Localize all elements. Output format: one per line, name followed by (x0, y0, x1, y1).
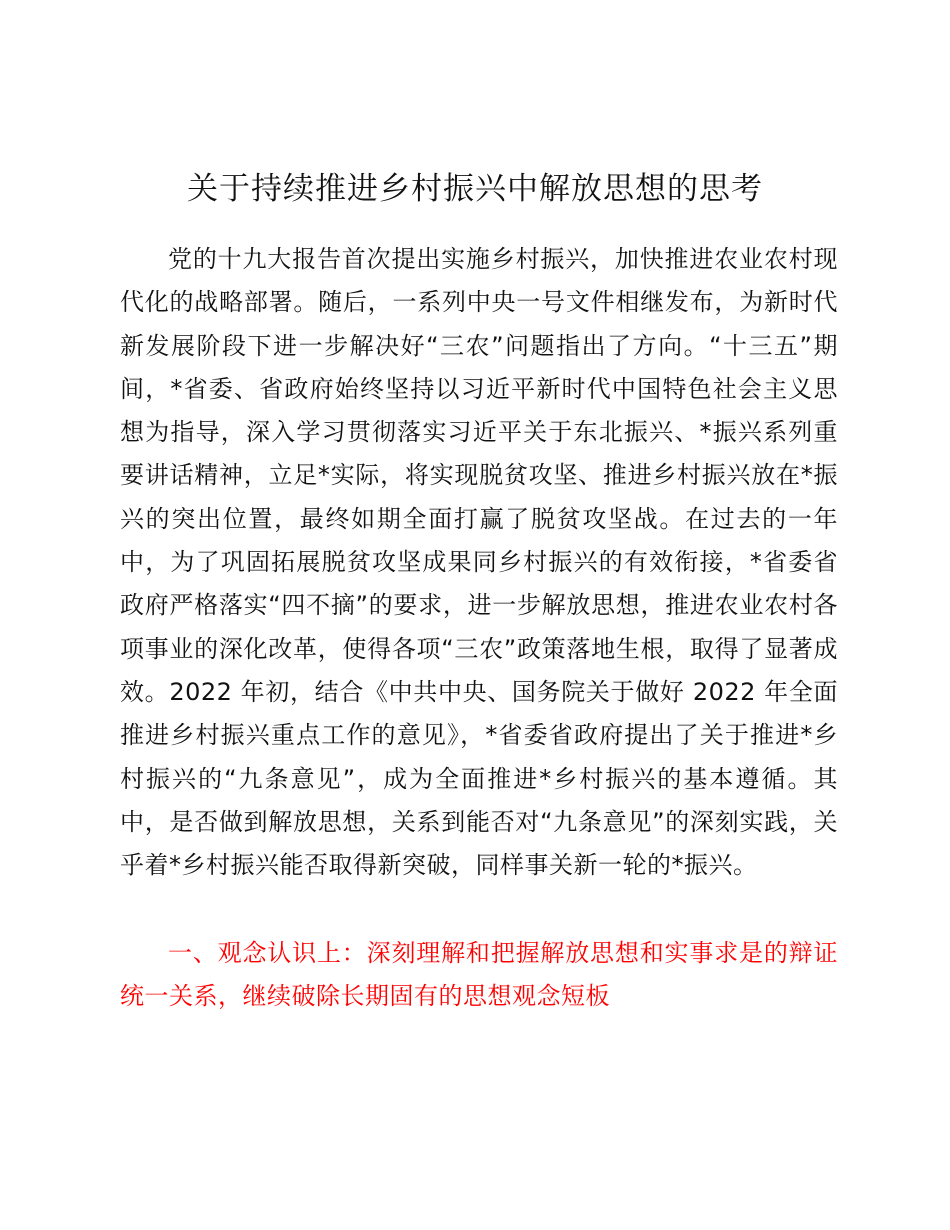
body-paragraph: 党的十九大报告首次提出实施乡村振兴，加快推进农业农村现代化的战略部署。随后，一系列中央一号文件相继发布，为新时代新发展阶段下进一步解决好“三农”问题指出了方向。“十三五”期间，*省委、省政府始终坚持以习近平新时代中国特色社会主义思想为指导，深入学习贯彻落实习近平关于东北振兴、*振兴系列重要讲话精神，立足*实际，将实现脱贫攻坚、推进乡村振兴放在*振兴的突出位置，最终如期全面打赢了脱贫攻坚战。在过去的一年中，为了巩固拓展脱贫攻坚成果同乡村振兴的有效衔接，*省委省政府严格落实“四不摘”的要求，进一步解放思想，推进农业农村各项事业的深化改革，使得各项“三农”政策落地生根，取得了显著成效。2022 年初，结合《中共中央、国务院关于做好 2022 年全面推进乡村振兴重点工作的意见》，*省委省政府提出了关于推进*乡村振兴的“九条意见”，成为全面推进*乡村振兴的基本遵循。其中，是否做到解放思想，关系到能否对“九条意见”的深刻实践，关乎着*乡村振兴能否取得新突破，同样事关新一轮的*振兴。 (120, 245, 838, 880)
section-heading: 一、观念认识上：深刻理解和把握解放思想和实事求是的辩证统一关系，继续破除长期固有的思想观念短板 (120, 939, 838, 1011)
document-title: 关于持续推进乡村振兴中解放思想的思考 (187, 171, 763, 207)
